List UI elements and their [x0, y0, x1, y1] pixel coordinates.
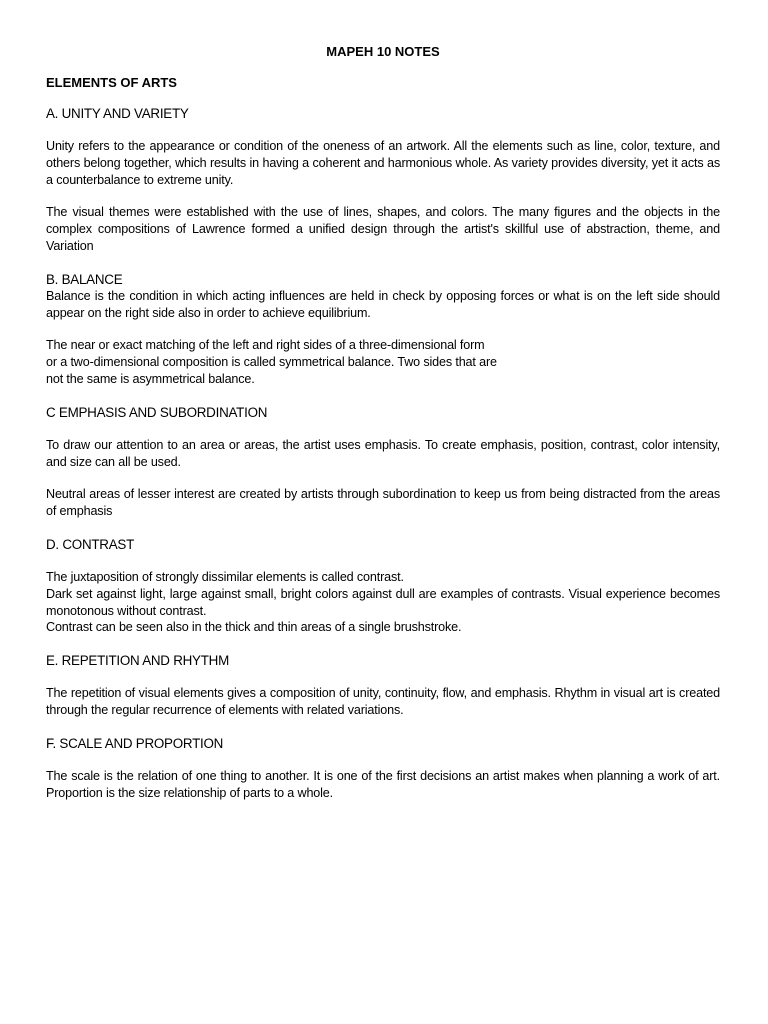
paragraph-repetition: The repetition of visual elements gives a composition of unity, continuity, flow, and emphasis. Rhythm in visual art is created through the regular recurrence of elements with related variations.: [46, 686, 720, 717]
main-heading: ELEMENTS OF ARTS: [46, 75, 177, 90]
symmetry-line-1: The near or exact matching of the left and right sides of a three-dimensional form: [46, 338, 485, 353]
paragraph-unity: Unity refers to the appearance or condition of the oneness of an artwork. All the elements such as line, color, texture, and others belong together, which results in having a coherent and harmonious whole. As variety provides diversity, yet it acts as a counterbalance to extreme unity.: [46, 139, 720, 187]
paragraph-subordination: Neutral areas of lesser interest are created by artists through subordination to keep us from being distracted from the areas of emphasis: [46, 487, 720, 519]
section-heading-unity-variety: A. UNITY AND VARIETY: [46, 106, 189, 121]
document-title: MAPEH 10 NOTES: [326, 44, 440, 59]
section-heading-balance: B. BALANCE: [46, 271, 123, 287]
section-heading-scale-proportion: F. SCALE AND PROPORTION: [46, 735, 224, 751]
paragraph-contrast-examples: Dark set against light, large against small, bright colors against dull are examples of contrasts. Visual experience becomes monotonous without contrast.: [46, 586, 720, 618]
paragraph-contrast-brushstroke: Contrast can be seen also in the thick and thin areas of a single brushstroke.: [46, 620, 462, 635]
paragraph-contrast-definition: The juxtaposition of strongly dissimilar elements is called contrast.: [46, 569, 404, 584]
document-page: [46, 43, 720, 801]
paragraph-visual-themes: The visual themes were established with the use of lines, shapes, and colors. The many figures and the objects in the complex compositions of Lawrence formed a unified design through the artist's skillful use of abstraction, theme, and Variation: [46, 205, 720, 253]
section-heading-contrast: D. CONTRAST: [46, 536, 135, 552]
symmetry-line-3: not the same is asymmetrical balance.: [46, 371, 255, 386]
section-heading-emphasis: C EMPHASIS AND SUBORDINATION: [46, 404, 268, 420]
section-heading-repetition-rhythm: E. REPETITION AND RHYTHM: [46, 653, 229, 669]
paragraph-emphasis: To draw our attention to an area or areas, the artist uses emphasis. To create emphasis, position, contrast, color intensity, and size can all be used.: [46, 437, 720, 469]
paragraph-balance: Balance is the condition in which acting influences are held in check by opposing forces or what is on the left side should appear on the right side also in order to achieve equilibrium.: [46, 288, 720, 320]
symmetry-line-2: or a two-dimensional composition is called symmetrical balance. Two sides that are: [46, 355, 497, 370]
paragraph-symmetry: [46, 337, 720, 387]
paragraph-scale: The scale is the relation of one thing to another. It is one of the first decisions an artist makes when planning a work of art. Proportion is the size relationship of parts to a whole.: [46, 768, 720, 800]
